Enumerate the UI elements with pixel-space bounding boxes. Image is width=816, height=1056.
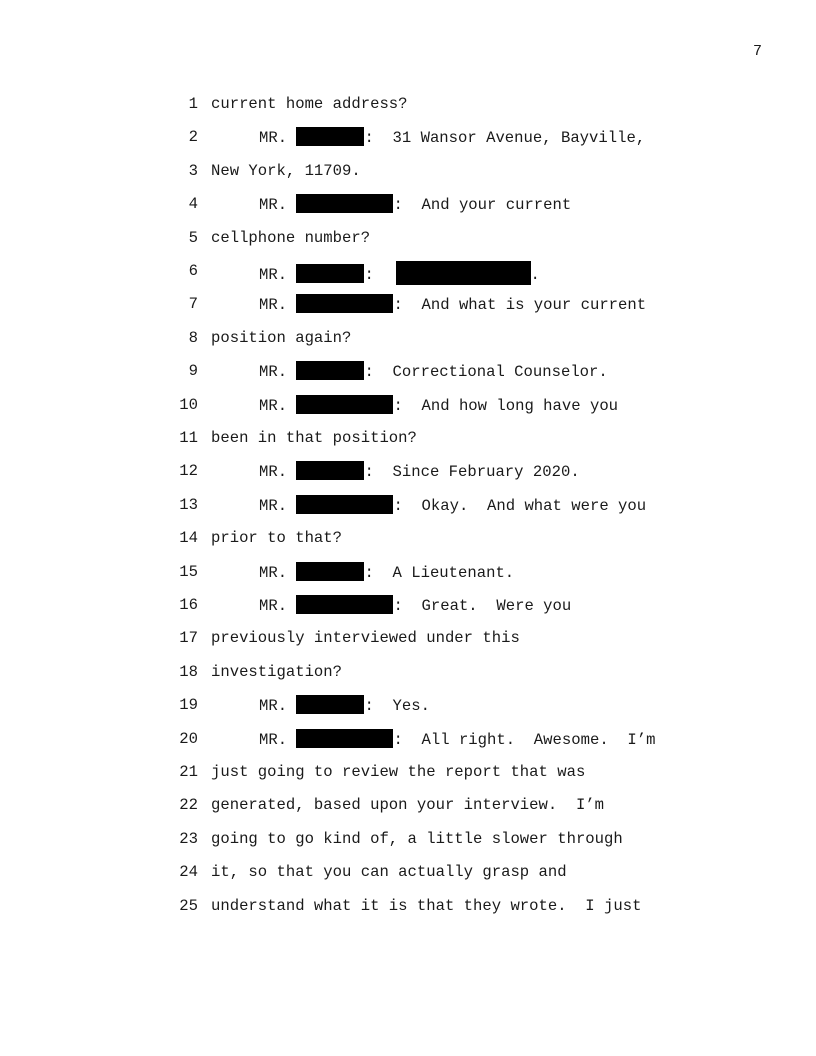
spoken-text: And what is your current <box>421 296 647 314</box>
trailing-punctuation: . <box>530 266 540 284</box>
redacted-name <box>296 264 364 283</box>
speaker-label: MR. <box>259 497 288 515</box>
spoken-text: investigation? <box>211 663 343 681</box>
line-number: 20 <box>179 730 198 748</box>
spoken-text: prior to that? <box>211 529 343 547</box>
line-number: 4 <box>188 195 198 213</box>
line-text <box>211 328 351 348</box>
speaker-label: MR. <box>259 296 288 314</box>
transcript-line <box>0 829 816 849</box>
spoken-text: Since February 2020. <box>392 463 580 481</box>
redacted-name <box>296 395 393 414</box>
spoken-text: Okay. And what were you <box>421 497 647 515</box>
line-number: 3 <box>188 162 198 180</box>
speaker-label: MR. <box>259 266 288 284</box>
spoken-text: And your current <box>421 196 572 214</box>
speaker-label: MR. <box>259 363 288 381</box>
transcript-line <box>0 729 816 749</box>
spoken-text: And how long have you <box>421 397 619 415</box>
line-number: 9 <box>188 362 198 380</box>
line-text <box>211 428 417 448</box>
redacted-name <box>296 729 393 748</box>
spoken-text: All right. Awesome. I’m <box>421 731 656 749</box>
line-number: 23 <box>179 830 198 848</box>
line-number: 21 <box>179 763 198 781</box>
line-text <box>211 161 361 181</box>
redacted-name <box>296 461 364 480</box>
transcript-line <box>0 528 816 548</box>
transcript-line <box>0 461 816 481</box>
transcript-line <box>0 127 816 147</box>
redacted-name <box>296 294 393 313</box>
transcript-line <box>0 94 816 114</box>
line-number: 22 <box>179 796 198 814</box>
speaker-label: MR. <box>259 597 288 615</box>
line-number: 7 <box>188 295 198 313</box>
speaker-label: MR. <box>259 697 288 715</box>
spoken-text: Great. Were you <box>421 597 572 615</box>
page-number: 7 <box>752 43 762 60</box>
line-number: 10 <box>179 396 198 414</box>
speaker-label: MR. <box>259 129 288 147</box>
line-number: 16 <box>179 596 198 614</box>
line-text <box>211 628 520 648</box>
transcript-line <box>0 662 816 682</box>
spoken-text: 31 Wansor Avenue, Bayville, <box>392 129 646 147</box>
line-text: MR. : Okay. And what were you <box>259 497 647 515</box>
line-number: 18 <box>179 663 198 681</box>
line-number: 6 <box>188 262 198 280</box>
line-text: MR. : Yes. <box>259 697 430 715</box>
speaker-label: MR. <box>259 564 288 582</box>
line-text: MR. : . <box>211 261 540 285</box>
spoken-text: Yes. <box>392 697 430 715</box>
line-number: 24 <box>179 863 198 881</box>
transcript-line <box>0 161 816 181</box>
redacted-name <box>296 695 364 714</box>
line-text <box>211 94 408 114</box>
line-text <box>211 862 567 882</box>
line-number: 2 <box>188 128 198 146</box>
transcript-line <box>0 896 816 916</box>
line-number: 12 <box>179 462 198 480</box>
spoken-text: New York, 11709. <box>211 162 361 180</box>
spoken-text: position again? <box>211 329 352 347</box>
line-text <box>211 795 604 815</box>
speaker-label: MR. <box>259 463 288 481</box>
transcript-line <box>0 695 816 715</box>
line-number: 17 <box>179 629 198 647</box>
redacted-name <box>296 495 393 514</box>
line-text: MR. : And what is your current <box>259 296 647 314</box>
transcript-line <box>0 495 816 515</box>
line-number: 11 <box>179 429 198 447</box>
spoken-text: cellphone number? <box>211 229 371 247</box>
transcript-line <box>0 228 816 248</box>
line-text <box>211 228 370 248</box>
speaker-label: MR. <box>259 397 288 415</box>
redacted-name <box>296 127 364 146</box>
line-number: 25 <box>179 897 198 915</box>
transcript-line <box>0 862 816 882</box>
speaker-label: MR. <box>259 196 288 214</box>
line-text <box>211 762 585 782</box>
transcript-line <box>0 628 816 648</box>
speaker-label: MR. <box>259 731 288 749</box>
line-text: MR. : Since February 2020. <box>259 463 580 481</box>
transcript-line <box>0 762 816 782</box>
line-text: MR. : 31 Wansor Avenue, Bayville, <box>259 129 646 147</box>
line-number: 14 <box>179 529 198 547</box>
transcript-line <box>0 795 816 815</box>
transcript-line <box>0 361 816 381</box>
line-text: MR. : All right. Awesome. I’m <box>259 731 656 749</box>
transcript-line <box>0 595 816 615</box>
line-text: MR. : Great. Were you <box>259 597 572 615</box>
spoken-text: been in that position? <box>211 429 417 447</box>
line-text: MR. : Correctional Counselor. <box>259 363 608 381</box>
line-text <box>211 829 623 849</box>
transcript-line <box>0 428 816 448</box>
line-text: MR. : And how long have you <box>259 397 619 415</box>
redacted-phone-number <box>396 261 531 285</box>
line-number: 19 <box>179 696 198 714</box>
redacted-name <box>296 595 393 614</box>
transcript-line <box>0 562 816 582</box>
line-number: 15 <box>179 563 198 581</box>
spoken-text: going to go kind of, a little slower through <box>211 830 623 848</box>
transcript-line <box>0 294 816 314</box>
line-number: 13 <box>179 496 198 514</box>
transcript-line <box>0 261 816 284</box>
spoken-text: Correctional Counselor. <box>392 363 608 381</box>
spoken-text: it, so that you can actually grasp and <box>211 863 567 881</box>
line-number: 8 <box>188 329 198 347</box>
line-number: 1 <box>188 95 198 113</box>
line-number: 5 <box>188 229 198 247</box>
redacted-name <box>296 361 364 380</box>
redacted-name <box>296 562 364 581</box>
line-text: MR. : A Lieutenant. <box>259 564 515 582</box>
spoken-text: understand what it is that they wrote. I just <box>211 897 642 915</box>
redacted-name <box>296 194 393 213</box>
spoken-text: just going to review the report that was <box>211 763 586 781</box>
spoken-text: previously interviewed under this <box>211 629 520 647</box>
transcript-line <box>0 194 816 214</box>
line-text <box>211 662 342 682</box>
transcript-line <box>0 395 816 415</box>
line-text: MR. : And your current <box>259 196 572 214</box>
spoken-text: current home address? <box>211 95 408 113</box>
line-text <box>211 528 342 548</box>
spoken-text: generated, based upon your interview. I’m <box>211 796 605 814</box>
transcript-line <box>0 328 816 348</box>
spoken-text: A Lieutenant. <box>392 564 515 582</box>
line-text <box>211 896 641 916</box>
